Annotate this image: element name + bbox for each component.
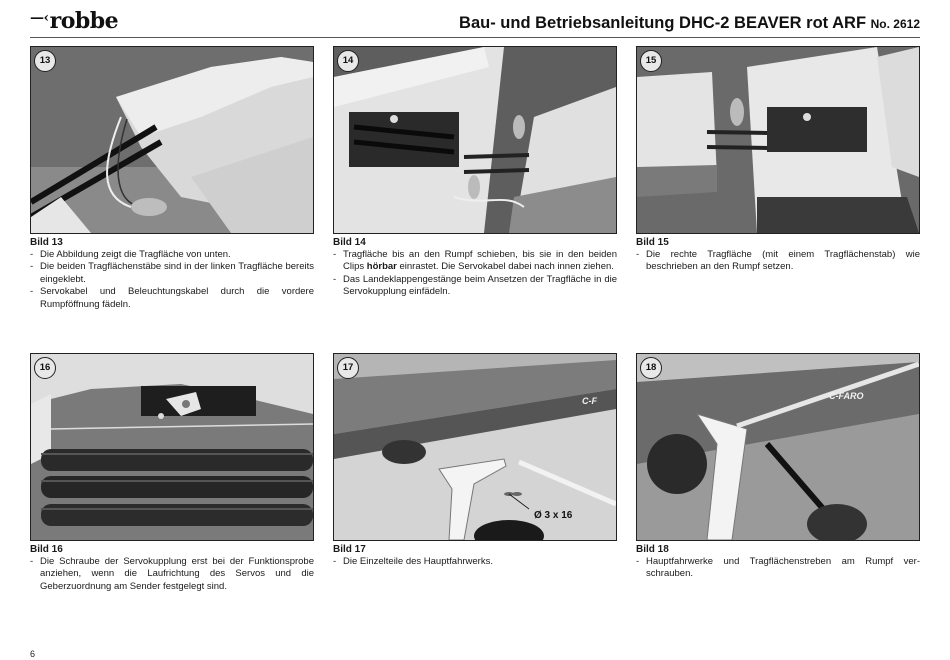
figure-18-photo (636, 353, 920, 541)
figure-14 (333, 46, 617, 299)
figure-15-title: Bild 15 (636, 237, 669, 248)
list-item: - Die beiden Tragflächenstäbe sind in der linken Tragfläche bereits eingeklebt. (30, 261, 314, 286)
figure-16 (30, 353, 314, 593)
screw-dimension-label: Ø 3 x 16 (534, 510, 573, 521)
figure-14-illustration (334, 47, 616, 233)
figure-18-badge: 18 (640, 357, 662, 379)
figure-16-illustration (31, 354, 313, 540)
page-header (30, 8, 920, 36)
figure-15-instructions (636, 249, 920, 274)
list-item: - Hauptfahrwerke und Tragflächenstreben am Rumpf ver-schrauben. (636, 556, 920, 581)
logo-arrow-icon: —‹ (30, 10, 49, 26)
figure-18-title: Bild 18 (636, 544, 669, 555)
aircraft-registration-label: C-F (582, 396, 597, 406)
figure-13-badge: 13 (34, 50, 56, 72)
list-item: - Servokabel und Beleuchtungskabel durch die vordere Rumpföffnung fädeln. (30, 286, 314, 311)
figure-14-instructions (333, 249, 617, 299)
figure-17 (333, 353, 617, 568)
header-rule (30, 37, 920, 38)
figure-14-photo (333, 46, 617, 234)
list-item: - Die rechte Tragfläche (mit einem Tragflächenstab) wie beschrieben an den Rumpf setzen. (636, 249, 920, 274)
figure-18-instructions (636, 556, 920, 581)
document-number: No. 2612 (870, 17, 920, 31)
figure-17-title: Bild 17 (333, 544, 366, 555)
figure-17-badge: 17 (337, 357, 359, 379)
figure-17-illustration (334, 354, 616, 540)
figure-13-instructions (30, 249, 314, 311)
figure-13-illustration (31, 47, 313, 233)
figure-16-instructions (30, 556, 314, 593)
page-number: 6 (30, 649, 36, 659)
document-title-text: Bau- und Betriebsanleitung DHC-2 BEAVER rot ARF (459, 14, 867, 32)
figure-17-instructions (333, 556, 617, 568)
list-item: - Das Landeklappengestänge beim Ansetzen der Tragfläche in die Servokupplung einfädeln. (333, 274, 617, 299)
figure-16-title: Bild 16 (30, 544, 63, 555)
figure-15-photo (636, 46, 920, 234)
figure-13-title: Bild 13 (30, 237, 63, 248)
figure-16-photo (30, 353, 314, 541)
list-item: - Die Abbildung zeigt die Tragfläche von unten. (30, 249, 314, 261)
figure-18-illustration (637, 354, 919, 540)
list-item: - Tragfläche bis an den Rumpf schieben, bis sie in den beiden Clips hörbar einrastet. Die Servokabel dabei nach innen ziehen. (333, 249, 617, 274)
figure-13 (30, 46, 314, 311)
list-item: - Die Einzelteile des Hauptfahrwerks. (333, 556, 617, 568)
figure-15-badge: 15 (640, 50, 662, 72)
document-title (459, 14, 920, 33)
figure-15-illustration (637, 47, 919, 233)
figure-13-photo (30, 46, 314, 234)
figure-15 (636, 46, 920, 274)
figure-18 (636, 353, 920, 581)
aircraft-registration-label: C-FARO (829, 391, 864, 401)
figure-14-title: Bild 14 (333, 237, 366, 248)
robbe-logo (30, 8, 118, 34)
figure-17-photo (333, 353, 617, 541)
logo-text: robbe (49, 8, 119, 34)
list-item: - Die Schraube der Servokupplung erst bei der Funktionsprobe anziehen, wenn die Laufrichtung des Servos und die Geberzuordnung am Sender festgelegt sind. (30, 556, 314, 593)
figure-16-badge: 16 (34, 357, 56, 379)
figure-14-badge: 14 (337, 50, 359, 72)
